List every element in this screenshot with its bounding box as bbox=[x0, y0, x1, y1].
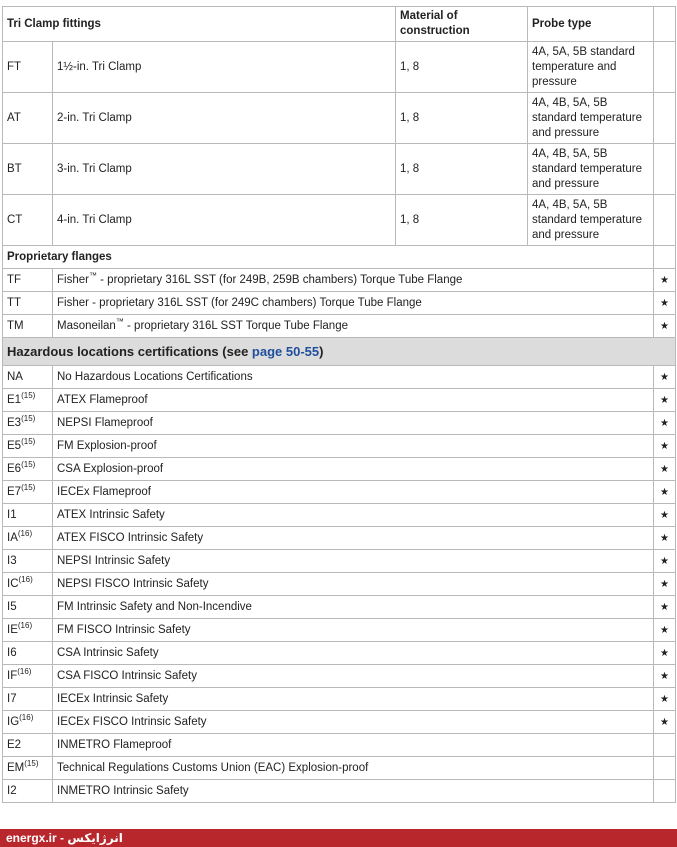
header-material: Material of construction bbox=[396, 7, 528, 42]
row-description: INMETRO Intrinsic Safety bbox=[53, 780, 654, 803]
code-text: IA bbox=[7, 531, 18, 544]
star-icon: ★ bbox=[654, 711, 676, 734]
header-star-column bbox=[654, 7, 676, 42]
table-row bbox=[3, 144, 676, 195]
star-icon: ★ bbox=[654, 504, 676, 527]
table-row bbox=[3, 292, 676, 315]
row-description: CSA Explosion-proof bbox=[53, 458, 654, 481]
row-description: NEPSI Flameproof bbox=[53, 412, 654, 435]
star-icon: ★ bbox=[654, 435, 676, 458]
code-text: E2 bbox=[7, 738, 22, 751]
star-icon: ★ bbox=[654, 665, 676, 688]
star-icon: ★ bbox=[654, 527, 676, 550]
code-text: E6 bbox=[7, 462, 22, 475]
row-code: BT bbox=[3, 144, 53, 195]
row-material: 1, 8 bbox=[396, 144, 528, 195]
description-text: - proprietary 316L SST (for 249C chambers) Torque Tube Flange bbox=[88, 296, 422, 309]
table-row bbox=[3, 315, 676, 338]
row-description: 4-in. Tri Clamp bbox=[53, 195, 396, 246]
star-icon bbox=[654, 734, 676, 757]
row-code: TF bbox=[3, 269, 53, 292]
row-code bbox=[3, 596, 53, 619]
row-code bbox=[3, 504, 53, 527]
table-row bbox=[3, 780, 676, 803]
row-code bbox=[3, 389, 53, 412]
trademark-mark: ™ bbox=[88, 270, 97, 280]
code-text: E5 bbox=[7, 439, 22, 452]
row-probe-type: 4A, 4B, 5A, 5B standard temperature and pressure bbox=[528, 93, 654, 144]
footnote-ref: (16) bbox=[17, 666, 32, 676]
hazardous-locations-section-header bbox=[3, 338, 676, 366]
footer-watermark-bar: energx.ir - انرژایکس bbox=[0, 829, 677, 847]
row-code bbox=[3, 757, 53, 780]
table-row bbox=[3, 269, 676, 292]
section-title-text: Hazardous locations certifications (see bbox=[7, 344, 252, 359]
star-icon bbox=[654, 780, 676, 803]
row-description: IECEx Flameproof bbox=[53, 481, 654, 504]
brand-name: Fisher bbox=[57, 273, 89, 286]
code-text: I2 bbox=[7, 784, 17, 797]
subheader-label: Proprietary flanges bbox=[3, 246, 654, 269]
table-row bbox=[3, 642, 676, 665]
row-code bbox=[3, 642, 53, 665]
row-description: IECEx Intrinsic Safety bbox=[53, 688, 654, 711]
row-code bbox=[3, 780, 53, 803]
row-material: 1, 8 bbox=[396, 195, 528, 246]
code-text: I6 bbox=[7, 646, 17, 659]
row-code: TT bbox=[3, 292, 53, 315]
row-code bbox=[3, 412, 53, 435]
star-icon: ★ bbox=[654, 642, 676, 665]
star-icon: ★ bbox=[654, 458, 676, 481]
code-text: I1 bbox=[7, 508, 17, 521]
code-text: IF bbox=[7, 669, 18, 682]
row-material: 1, 8 bbox=[396, 42, 528, 93]
brand-name: Masoneilan bbox=[57, 319, 116, 332]
table-row bbox=[3, 596, 676, 619]
row-code bbox=[3, 711, 53, 734]
code-text: I3 bbox=[7, 554, 17, 567]
table-row bbox=[3, 573, 676, 596]
row-code bbox=[3, 665, 53, 688]
row-description: IECEx FISCO Intrinsic Safety bbox=[53, 711, 654, 734]
row-code: AT bbox=[3, 93, 53, 144]
row-code bbox=[3, 619, 53, 642]
table-row bbox=[3, 711, 676, 734]
footnote-ref: (16) bbox=[17, 620, 33, 630]
star-icon: ★ bbox=[654, 366, 676, 389]
star-icon: ★ bbox=[654, 389, 676, 412]
row-description: CSA FISCO Intrinsic Safety bbox=[53, 665, 654, 688]
star-icon: ★ bbox=[654, 573, 676, 596]
description-text: - proprietary 316L SST Torque Tube Flange bbox=[123, 319, 348, 332]
table-row bbox=[3, 366, 676, 389]
footnote-ref: (15) bbox=[24, 758, 39, 768]
code-text: IG bbox=[7, 715, 20, 728]
table-row bbox=[3, 665, 676, 688]
table-row bbox=[3, 550, 676, 573]
proprietary-flanges-subheader bbox=[3, 246, 676, 269]
footnote-ref: (16) bbox=[17, 528, 33, 538]
code-text: IE bbox=[7, 623, 18, 636]
row-code: CT bbox=[3, 195, 53, 246]
star-icon bbox=[654, 757, 676, 780]
footnote-ref: (15) bbox=[21, 482, 36, 492]
row-description: 3-in. Tri Clamp bbox=[53, 144, 396, 195]
star-icon: ★ bbox=[654, 315, 676, 338]
code-text: NA bbox=[7, 370, 23, 383]
row-star bbox=[654, 42, 676, 93]
row-description: NEPSI Intrinsic Safety bbox=[53, 550, 654, 573]
row-code: FT bbox=[3, 42, 53, 93]
row-code bbox=[3, 366, 53, 389]
star-icon: ★ bbox=[654, 269, 676, 292]
row-star bbox=[654, 93, 676, 144]
table-row bbox=[3, 734, 676, 757]
row-probe-type: 4A, 5A, 5B standard temperature and pressure bbox=[528, 42, 654, 93]
row-probe-type: 4A, 4B, 5A, 5B standard temperature and pressure bbox=[528, 195, 654, 246]
table-row bbox=[3, 389, 676, 412]
star-icon: ★ bbox=[654, 481, 676, 504]
header-probe-type: Probe type bbox=[528, 7, 654, 42]
footnote-ref: (16) bbox=[19, 712, 34, 722]
star-icon: ★ bbox=[654, 619, 676, 642]
code-text: I5 bbox=[7, 600, 17, 613]
table-row bbox=[3, 195, 676, 246]
description-text: - proprietary 316L SST (for 249B, 259B chambers) Torque Tube Flange bbox=[96, 273, 463, 286]
code-text: I7 bbox=[7, 692, 17, 705]
row-star bbox=[654, 246, 676, 269]
trademark-mark: ™ bbox=[115, 316, 124, 326]
table-row bbox=[3, 688, 676, 711]
code-text: E3 bbox=[7, 416, 22, 429]
row-code bbox=[3, 573, 53, 596]
code-text: E1 bbox=[7, 393, 22, 406]
star-icon: ★ bbox=[654, 688, 676, 711]
row-description: Technical Regulations Customs Union (EAC) Explosion-proof bbox=[53, 757, 654, 780]
table-row bbox=[3, 412, 676, 435]
table-row bbox=[3, 42, 676, 93]
table-row bbox=[3, 458, 676, 481]
code-text: EM bbox=[7, 761, 25, 774]
table-row bbox=[3, 757, 676, 780]
section-title bbox=[3, 338, 676, 366]
row-description: 1½-in. Tri Clamp bbox=[53, 42, 396, 93]
page-reference-link[interactable]: page 50-55 bbox=[251, 344, 320, 359]
row-description: FM Explosion-proof bbox=[53, 435, 654, 458]
row-description: FM FISCO Intrinsic Safety bbox=[53, 619, 654, 642]
row-description bbox=[53, 269, 654, 292]
code-text: E7 bbox=[7, 485, 22, 498]
code-text: IC bbox=[7, 577, 19, 590]
row-description: No Hazardous Locations Certifications bbox=[53, 366, 654, 389]
footnote-ref: (15) bbox=[21, 390, 36, 400]
table-row bbox=[3, 435, 676, 458]
row-code bbox=[3, 527, 53, 550]
star-icon: ★ bbox=[654, 550, 676, 573]
row-description: ATEX FISCO Intrinsic Safety bbox=[53, 527, 654, 550]
row-description: 2-in. Tri Clamp bbox=[53, 93, 396, 144]
model-code-table bbox=[2, 6, 676, 803]
table-header-row bbox=[3, 7, 676, 42]
table-row bbox=[3, 504, 676, 527]
brand-name: Fisher bbox=[57, 296, 89, 309]
row-material: 1, 8 bbox=[396, 93, 528, 144]
row-description: NEPSI FISCO Intrinsic Safety bbox=[53, 573, 654, 596]
header-tri-clamp-fittings: Tri Clamp fittings bbox=[3, 7, 396, 42]
row-code bbox=[3, 435, 53, 458]
footnote-ref: (15) bbox=[21, 413, 36, 423]
footnote-ref: (15) bbox=[21, 459, 36, 469]
star-icon: ★ bbox=[654, 292, 676, 315]
row-code bbox=[3, 550, 53, 573]
row-code bbox=[3, 734, 53, 757]
table-row bbox=[3, 527, 676, 550]
section-title-close: ) bbox=[319, 344, 324, 359]
row-code: TM bbox=[3, 315, 53, 338]
row-star bbox=[654, 195, 676, 246]
row-description: ATEX Intrinsic Safety bbox=[53, 504, 654, 527]
row-code bbox=[3, 688, 53, 711]
table-row bbox=[3, 481, 676, 504]
row-description: INMETRO Flameproof bbox=[53, 734, 654, 757]
row-description: ATEX Flameproof bbox=[53, 389, 654, 412]
row-description bbox=[53, 315, 654, 338]
table-row bbox=[3, 619, 676, 642]
table-row bbox=[3, 93, 676, 144]
star-icon: ★ bbox=[654, 596, 676, 619]
row-description: FM Intrinsic Safety and Non-Incendive bbox=[53, 596, 654, 619]
row-star bbox=[654, 144, 676, 195]
row-description: CSA Intrinsic Safety bbox=[53, 642, 654, 665]
row-description bbox=[53, 292, 654, 315]
row-code bbox=[3, 458, 53, 481]
star-icon: ★ bbox=[654, 412, 676, 435]
row-probe-type: 4A, 4B, 5A, 5B standard temperature and pressure bbox=[528, 144, 654, 195]
footnote-ref: (16) bbox=[18, 574, 33, 584]
footnote-ref: (15) bbox=[21, 436, 36, 446]
row-code bbox=[3, 481, 53, 504]
